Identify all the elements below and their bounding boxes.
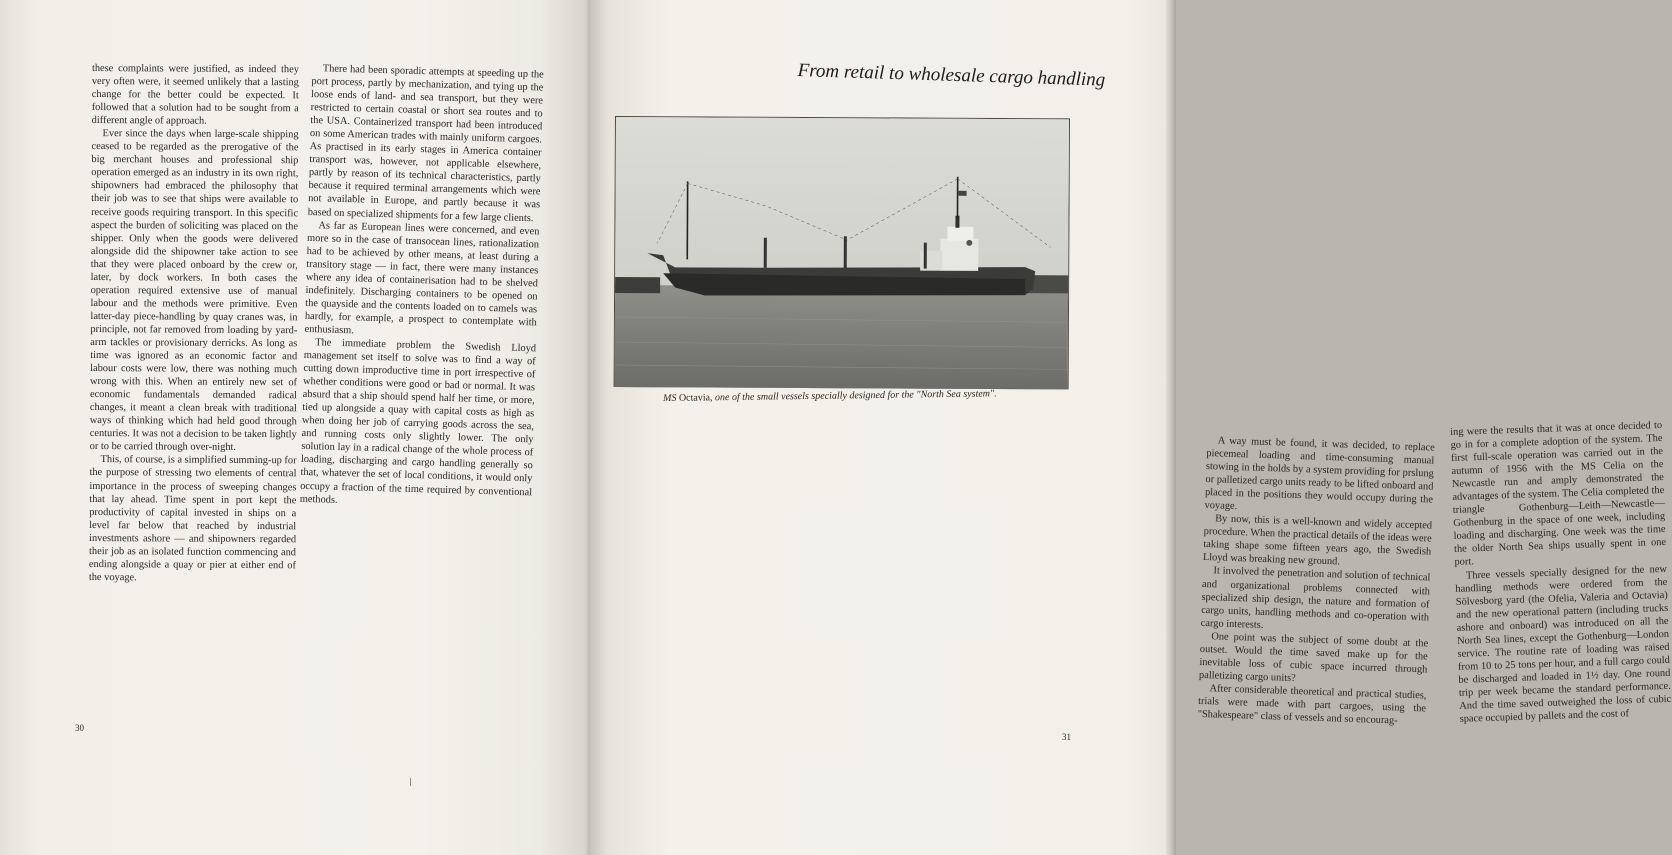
right-page-column-1 [1197,434,1434,728]
paragraph: One point was the subject of some doubt at the outset. Would the time saved make up for the inevitable loss of cubic space incurred through palletizing cargo units? [1198,630,1429,684]
page-number-right: 31 [1062,732,1071,742]
paragraph: After considerable theoretical and practical studies, trials were made with part cargoes, using the "Shakespeare" class of vessels and so encourag- [1197,683,1427,727]
paragraph: Three vessels specially designed for the new handling methods were ordered from the Sölvesborg yard (the Ofelia, Valeria and Octavia) and the new operational pattern (including trucks ashore and onboard) was introduced on all the North Sea lines, except the Gothenburg—London service. The routine rate of loading was raised from 10 to 25 tons per hour, and a full cargo could be discharged and loaded in 1½ day. One round trip per week became the standard performance. And the time saved outweighed the loss of cubic space occupied by pallets and the cost of [1455,563,1672,725]
paragraph: By now, this is a well-known and widely accepted procedure. When the practical details of the ideas were taking shape some fifteen years ago, the Swedish Lloyd was breaking new ground. [1202,513,1433,568]
paragraph: It involved the penetration and solution of technical and organizational problems connected with specialized ship design, the nature and formation of cargo units, handling methods and co-operation with cargo interests. [1200,565,1431,631]
left-page [0,0,590,855]
paragraph: As far as European lines were concerned, and even more so in the case of transocean lines, rationalization had to be achieved by other means, at least during a transitory stage — in fact, there were many instances where any idea of containerisation had to be shelved indefinitely. Discharging containers to be opened on the quayside and the contents loaded on to camels was hardly, for example, a prospect to contemplate with enthusiasm. [304,219,540,337]
paragraph: these complaints were justified, as indeed they very often were, it seemed unlikely that a lasting change for the better could be expected. It followed that a solution had to be sought from a different angle of approach. [91,62,299,127]
right-page-column-2 [1450,419,1672,726]
paragraph: A way must be found, it was decided, to replace piecemeal loading and time-consuming manual stowing in the holds by a system providing for prslung or palletized cargo units ready to be lifted onboard and placed in the positions they would occupy during the voyage. [1204,435,1435,513]
caption-ship-name: Octavia [678,392,711,404]
gutter-mark [410,778,411,786]
paragraph: ing were the results that it was at once decided to go in for a complete adoption of the system. The first full-scale operation was carried out in the autumn of 1956 with the MS Celia on the Newcastle run and amply demonstrated the advantages of the system. The Celia completed the triangle Gothenburg—Leith—Newcastle—Gothenburg in the space of one week, including loading and discharging. One week was the time the older North Sea ships usually spent in one port. [1450,419,1667,569]
ms-octavia-photo [615,117,1069,388]
page-number-left: 30 [75,723,84,733]
page-edge [1166,0,1176,855]
left-page-column-1 [89,62,299,585]
ship-photograph [614,116,1070,389]
left-page-column-2 [300,62,544,512]
photo-caption [663,388,997,404]
paragraph: This, of course, is a simplified summing-up for the purpose of stressing two elements of central importance in the process of sweeping changes that lay ahead. Time spent in port kept the productivity of capital invested in ships on a level far below that reached by industrial investments ashore — and shipowners regarded their job as an isolated function commencing and ending alongside a quay or pier at either end of the voyage. [88,454,297,584]
caption-text: , one of the small vessels specially designed for the "North Sea system". [709,388,997,404]
right-page [590,0,1672,855]
paragraph: Ever since the days when large-scale shipping ceased to be regarded as the prerogative of the big merchant houses and professional ship operation emerged as an industry in its own right, shipowners had embraced the philosophy that their job was to see that ships were available to receive goods requiring transport. In this specific aspect the burden of soliciting was placed on the shipper. Only when the goods were delivered alongside did the shipowner take action to see that they were placed onboard by the crew or, later, by dock workers. In both cases the operation required extensive use of manual labour and the methods were primitive. Even latter-day piece-handling by quay cranes was, in principle, not far removed from loading by yard-arm tackles or provisionary derricks. As long as time was ignored as an economic factor and labour costs were low, there was nothing much wrong with this. When an entirely new set of economic fundamentals demanded radical changes, it meant a clean break with traditional ways of thinking which had held good through centuries. It was not a decision to be taken lightly or to be carried through over-night. [89,128,299,454]
paragraph: There had been sporadic attempts at speeding up the port process, partly by mechanization, and tying up the loose ends of land- and sea transport, but they were restricted to certain coastal or short sea routes and to the USA. Containerized transport had been introduced on some American trades with mainly uniform cargoes. As practised in its early stages in America container transport was, however, not applicable elsewhere, partly by reason of its technical characteristics, partly because it required terminal arrangements which were not available in Europe, and partly because it was based on specialized shipments for a few large clients. [307,63,544,224]
caption-prefix: MS [663,392,679,404]
paragraph: The immediate problem the Swedish Lloyd management set itself to solve was to find a way of cutting down improductive time in port irrespective of whether conditions were good or bad or normal. It was absurd that a ship should spend half her time, or more, tied up alongside a quay with capital costs as high as when doing her job of carrying goods across the sea, and running costs only slightly lower. The only solution lay in a radical change of the whole process of loading, discharging and cargo handling generally so that, whatever the set of local conditions, it would only occupy a fraction of the time required by conventional methods. [299,337,537,506]
chapter-heading: From retail to wholesale cargo handling [797,60,1106,91]
